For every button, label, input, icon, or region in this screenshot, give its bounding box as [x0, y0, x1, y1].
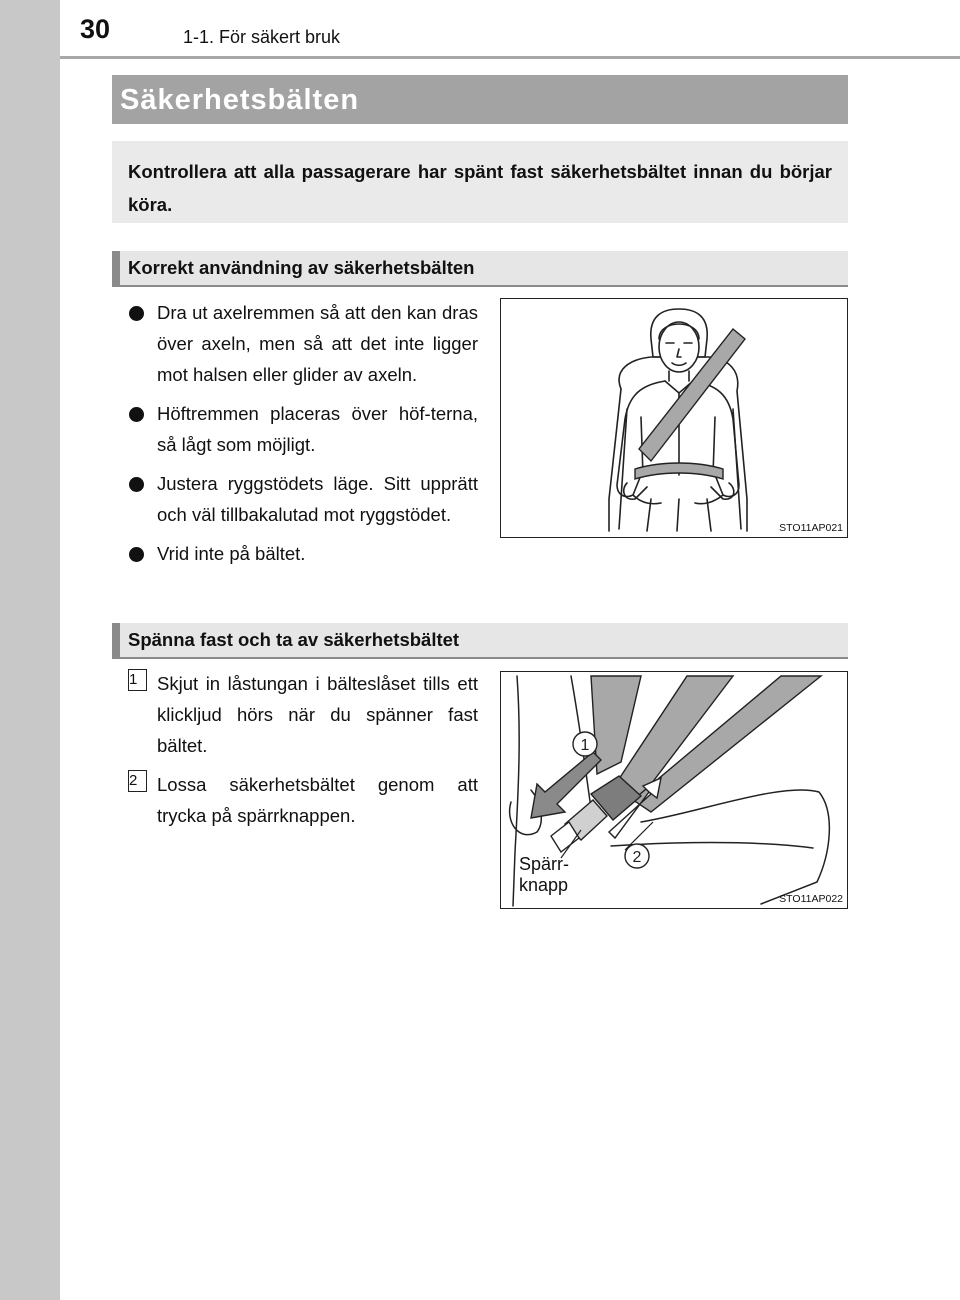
intro-text: Kontrollera att alla passagerare har spänt fast säkerhetsbältet innan du börjar köra.: [128, 161, 832, 215]
step-number: 1: [128, 669, 147, 691]
bullet-icon: [129, 407, 144, 422]
side-strip: [0, 0, 60, 1300]
list-item-text: Höftremmen placeras över höf-terna, så lågt som möjligt.: [157, 403, 478, 455]
list-item-text: Vrid inte på bältet.: [157, 543, 306, 564]
figure-marker-2: 2: [632, 849, 642, 866]
step-item: [128, 668, 478, 761]
seated-person-drawing: [501, 299, 847, 537]
release-button-label: Spärr- knapp: [519, 854, 570, 895]
intro-box: [112, 141, 848, 223]
page-title: Säkerhetsbälten: [112, 75, 848, 124]
list-item: [128, 538, 478, 569]
bullet-icon: [129, 547, 144, 562]
bullet-icon: [129, 477, 144, 492]
section-label: 1-1. För säkert bruk: [183, 27, 341, 47]
seated-person-illustration: [500, 298, 848, 538]
subheading-fasten: Spänna fast och ta av säkerhetsbältet: [112, 623, 848, 659]
step-number: 2: [128, 770, 147, 792]
step-text: Skjut in låstungan i bälteslåset tills ett klickljud hörs när du spänner fast bältet.: [157, 673, 478, 756]
list-item-text: Dra ut axelremmen så att den kan dras över axeln, men så att det inte ligger mot halsen eller glider av axeln.: [157, 302, 478, 385]
subheading-correct-use: Korrekt användning av säkerhetsbälten: [112, 251, 848, 287]
list-item-text: Justera ryggstödets läge. Sitt upprätt och väl tillbakalutad mot ryggstödet.: [157, 473, 478, 525]
figure-marker-1: 1: [580, 737, 590, 754]
buckle-illustration: [500, 671, 848, 909]
step-text: Lossa säkerhetsbältet genom att trycka på spärrknappen.: [157, 774, 478, 826]
page-number: 30: [80, 14, 111, 44]
list-item: [128, 398, 478, 460]
bullet-list: [128, 297, 478, 577]
step-list: [128, 668, 478, 839]
header-rule: [60, 56, 960, 59]
list-item: [128, 297, 478, 390]
release-button-callout: [519, 854, 569, 896]
list-item: [128, 468, 478, 530]
figure-code: STO11AP022: [779, 893, 843, 905]
step-item: [128, 769, 478, 831]
figure-code: STO11AP021: [779, 522, 843, 534]
bullet-icon: [129, 306, 144, 321]
